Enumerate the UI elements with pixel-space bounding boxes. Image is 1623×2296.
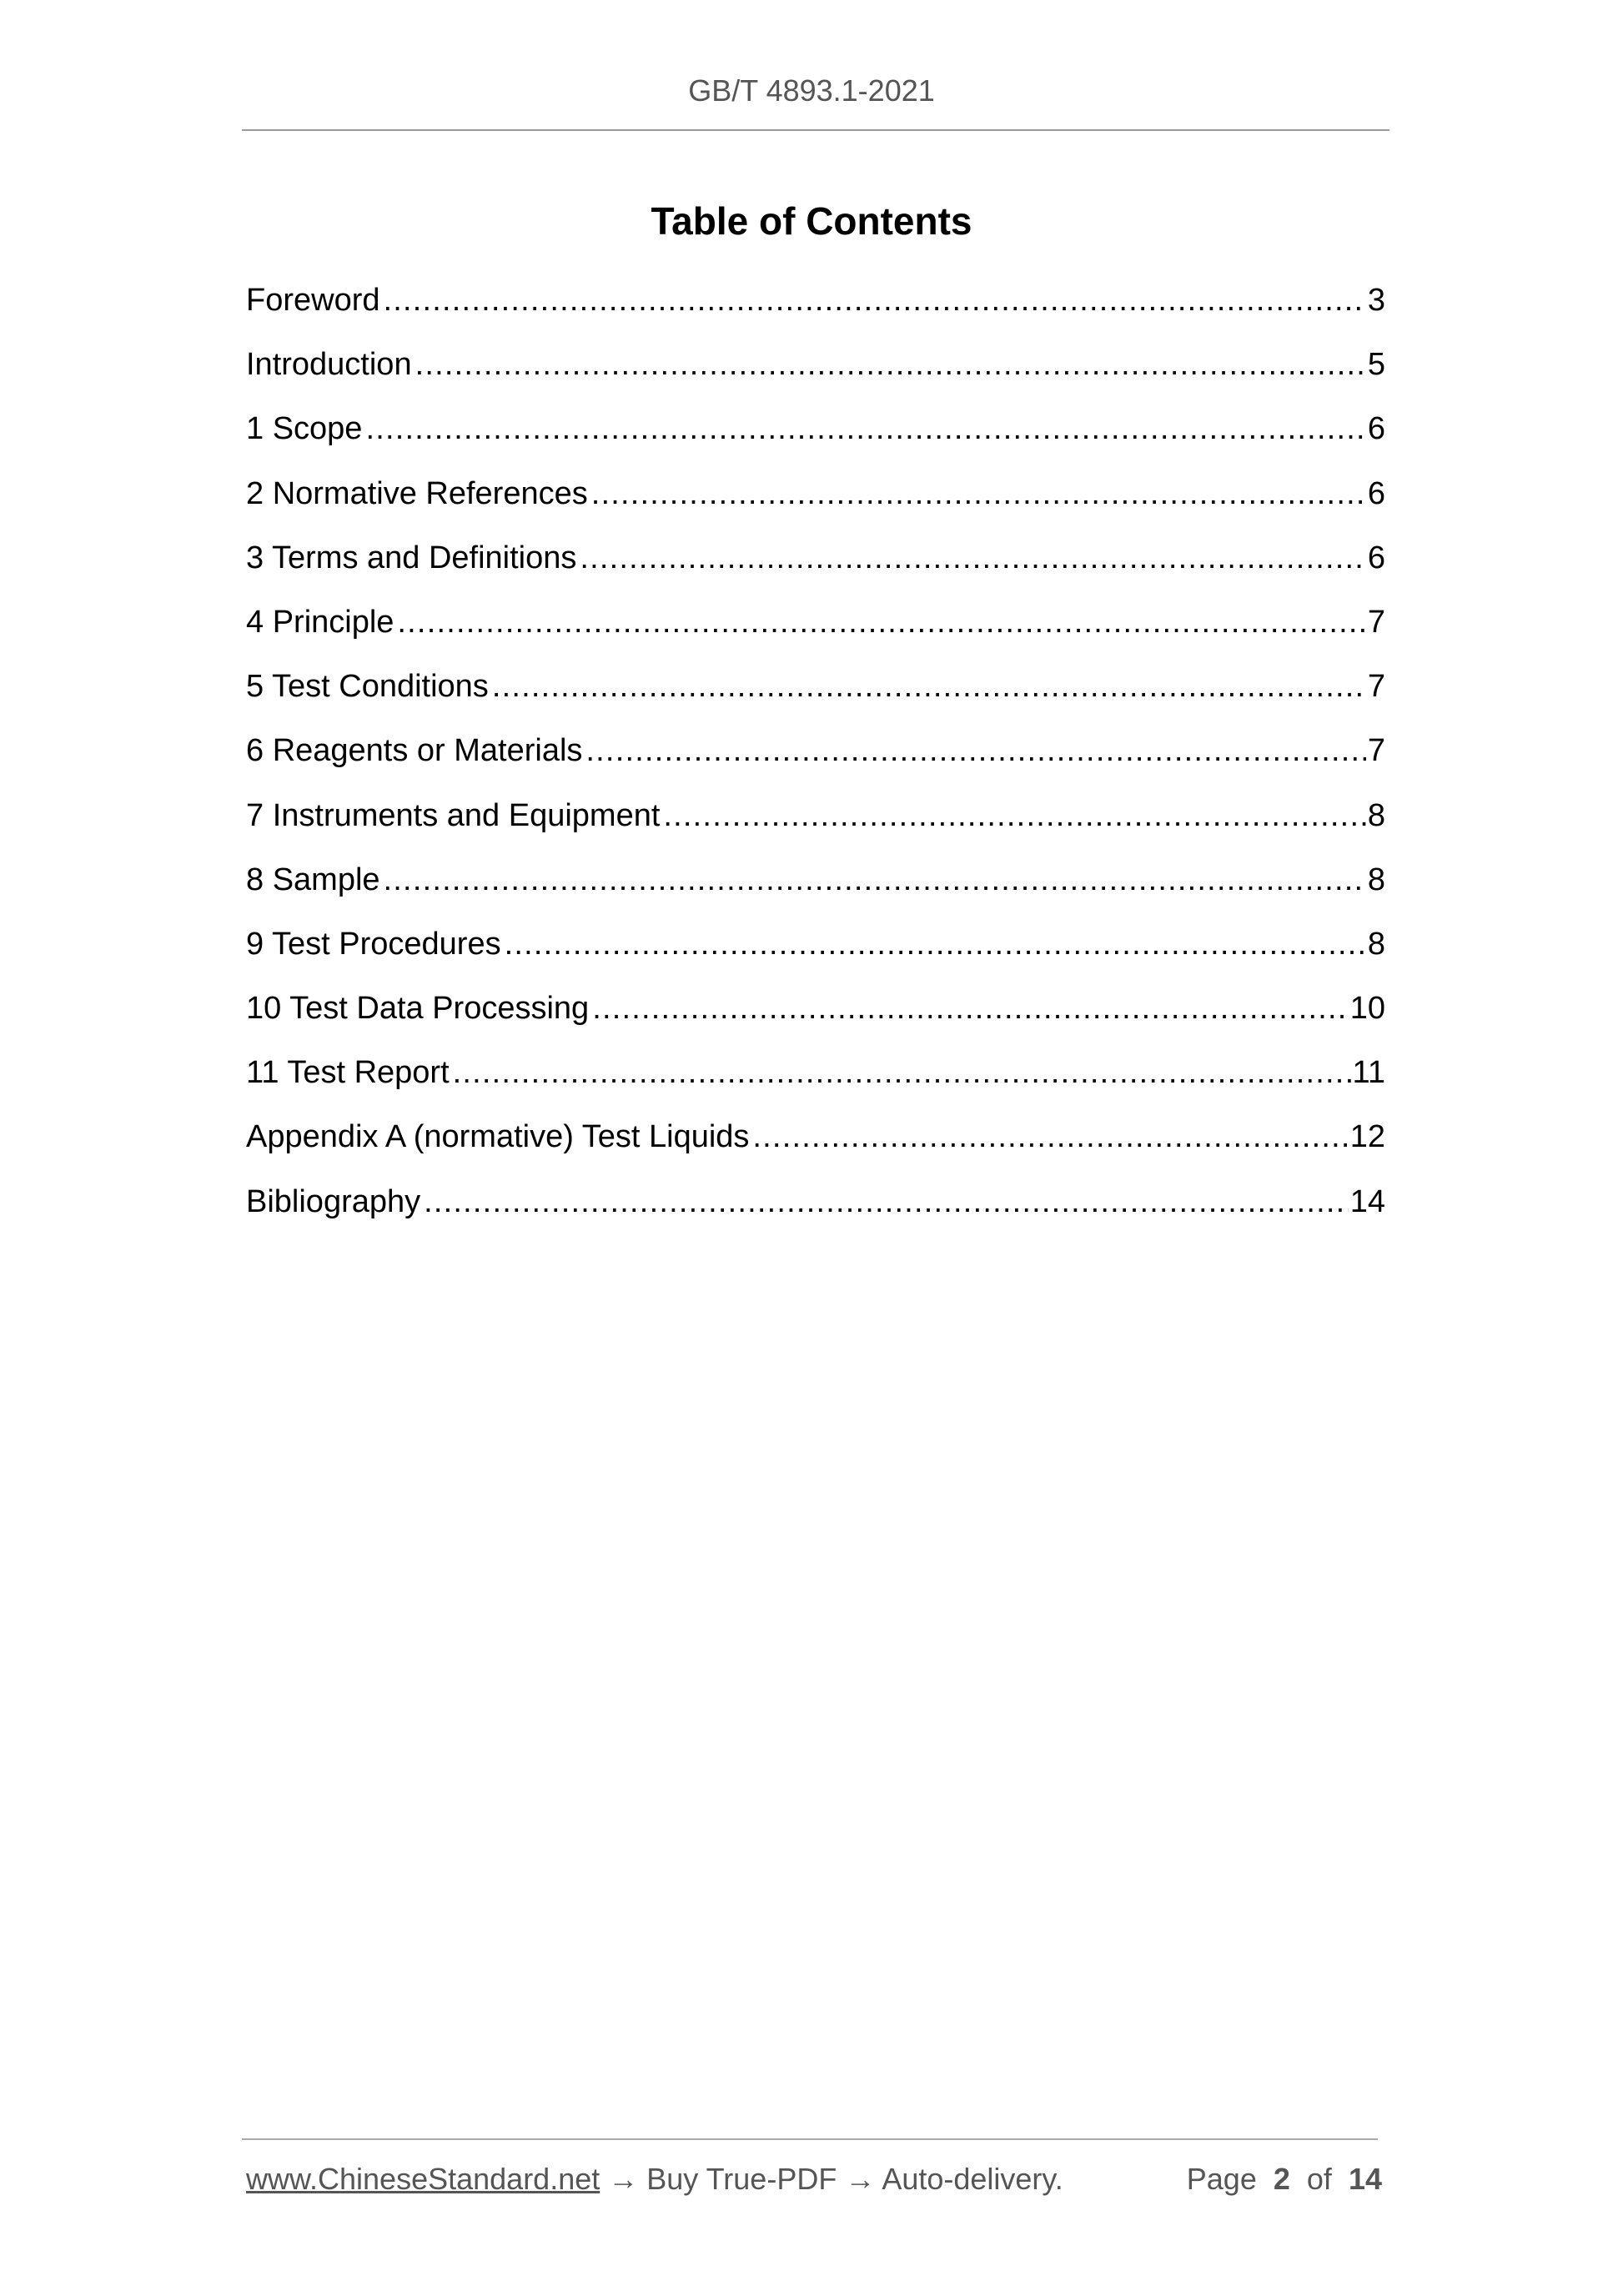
toc-page-number: 6 bbox=[1367, 475, 1385, 511]
toc-label: 8 Sample bbox=[246, 862, 380, 897]
toc-label: Introduction bbox=[246, 347, 412, 383]
dot-leader bbox=[752, 1112, 1348, 1162]
toc-page-number: 12 bbox=[1349, 1119, 1385, 1155]
toc-label: 11 Test Report bbox=[246, 1055, 450, 1091]
dot-leader bbox=[424, 1177, 1349, 1227]
dot-leader bbox=[365, 404, 1365, 454]
toc-entry-sample[interactable] bbox=[246, 855, 1385, 919]
document-id-header: GB/T 4893.1-2021 bbox=[688, 73, 935, 108]
dot-leader bbox=[580, 533, 1365, 583]
dot-leader bbox=[453, 1048, 1351, 1098]
toc-page-number: 11 bbox=[1352, 1055, 1385, 1091]
toc-label: 4 Principle bbox=[246, 604, 394, 640]
dot-leader bbox=[585, 726, 1365, 776]
dot-leader bbox=[591, 469, 1366, 519]
dot-leader bbox=[384, 275, 1366, 325]
toc-label: 3 Terms and Definitions bbox=[246, 540, 577, 575]
toc-page-number: 8 bbox=[1367, 862, 1385, 897]
toc-entry-terms-and-definitions[interactable] bbox=[246, 533, 1385, 597]
footer-promo bbox=[246, 2162, 1063, 2197]
toc-page-number: 8 bbox=[1367, 926, 1385, 962]
toc-label: 6 Reagents or Materials bbox=[246, 733, 583, 769]
toc-page-number: 7 bbox=[1367, 669, 1385, 705]
toc-entry-scope[interactable] bbox=[246, 404, 1385, 468]
toc-label: 5 Test Conditions bbox=[246, 669, 489, 705]
toc-label: Appendix A (normative) Test Liquids bbox=[246, 1119, 750, 1155]
toc-page-number: 6 bbox=[1367, 411, 1385, 447]
toc-entry-normative-references[interactable] bbox=[246, 469, 1385, 533]
toc-page-number: 3 bbox=[1367, 283, 1385, 318]
table-of-contents bbox=[246, 275, 1385, 1241]
toc-page-number: 5 bbox=[1367, 347, 1385, 383]
toc-page-number: 6 bbox=[1367, 540, 1385, 575]
toc-page-number: 7 bbox=[1367, 604, 1385, 640]
toc-label: 2 Normative References bbox=[246, 475, 588, 511]
page-title: Table of Contents bbox=[651, 199, 972, 243]
page-indicator bbox=[1187, 2162, 1382, 2197]
toc-entry-instruments-and-equipment[interactable] bbox=[246, 791, 1385, 855]
toc-entry-test-conditions[interactable] bbox=[246, 661, 1385, 726]
toc-entry-principle[interactable] bbox=[246, 597, 1385, 661]
dot-leader bbox=[663, 791, 1365, 841]
toc-label: 1 Scope bbox=[246, 411, 363, 447]
footer-promo-text: → Buy True-PDF → Auto-delivery. bbox=[600, 2162, 1063, 2196]
toc-page-number: 7 bbox=[1367, 733, 1385, 769]
toc-entry-test-report[interactable] bbox=[246, 1048, 1385, 1112]
page-footer bbox=[246, 2162, 1382, 2197]
dot-leader bbox=[415, 339, 1366, 389]
dot-leader bbox=[397, 597, 1365, 647]
header-divider bbox=[242, 129, 1389, 131]
toc-page-number: 10 bbox=[1349, 991, 1385, 1027]
page-word: Page bbox=[1186, 2162, 1257, 2196]
toc-entry-reagents-or-materials[interactable] bbox=[246, 726, 1385, 790]
toc-label: 9 Test Procedures bbox=[246, 926, 501, 962]
dot-leader bbox=[492, 661, 1366, 711]
toc-label: Bibliography bbox=[246, 1183, 421, 1219]
toc-page-number: 8 bbox=[1367, 797, 1385, 833]
website-link[interactable]: www.ChineseStandard.net bbox=[246, 2162, 600, 2196]
dot-leader bbox=[505, 919, 1366, 969]
toc-entry-introduction[interactable] bbox=[246, 339, 1385, 404]
toc-entry-test-procedures[interactable] bbox=[246, 919, 1385, 983]
toc-page-number: 14 bbox=[1349, 1183, 1385, 1219]
toc-entry-bibliography[interactable] bbox=[246, 1177, 1385, 1241]
toc-entry-test-data-processing[interactable] bbox=[246, 983, 1385, 1048]
current-page-number: 2 bbox=[1273, 2162, 1290, 2196]
dot-leader bbox=[384, 855, 1366, 905]
of-word: of bbox=[1306, 2162, 1332, 2196]
dot-leader bbox=[592, 983, 1349, 1033]
toc-entry-foreword[interactable] bbox=[246, 275, 1385, 339]
toc-label: 7 Instruments and Equipment bbox=[246, 797, 661, 833]
footer-divider bbox=[242, 2138, 1378, 2140]
toc-label: 10 Test Data Processing bbox=[246, 991, 590, 1027]
total-page-count: 14 bbox=[1348, 2162, 1382, 2196]
toc-entry-appendix-a[interactable] bbox=[246, 1112, 1385, 1176]
toc-label: Foreword bbox=[246, 283, 380, 318]
